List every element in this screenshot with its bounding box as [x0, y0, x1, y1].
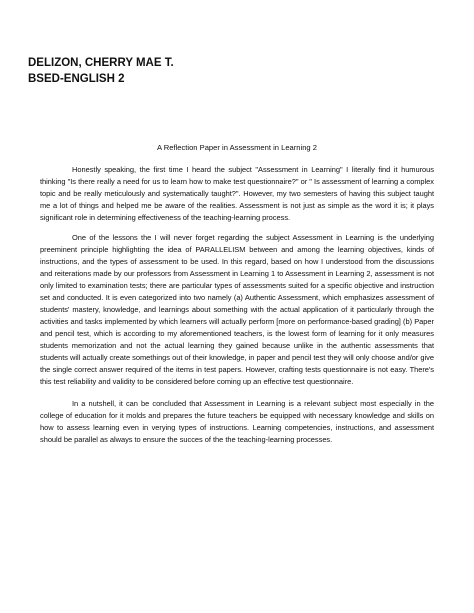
paragraph-introduction: Honestly speaking, the first time I heard the subject "Assessment in Learning" I literally find it humurous thinking "Is there really a need for us to learn how to make test questionnaire?" or " Is assessment of learning a complex topic and be really meticulously and systematically taught?". However, my two semesters of having this subject taught me a lot of things and helped me be aware of the realities. Assessment is not just as simple as the word it is; it plays significant role in determining effectiveness of the teaching-learning process. — [40, 165, 434, 222]
author-header — [28, 55, 174, 87]
paragraph-body: One of the lessons the I will never forget regarding the subject Assessment in Learning is the underlying preeminent principle highlighting the idea of PARALLELISM between and among the learning objectives, kinds of instructions, and the types of assessment to be used. In this regard, based on how I understood from the discussions and reiterations made by our professors from Assessment in Learning 1 to Assessment in Learning 2, assessment is not only limited to examination tests; there are particular types of assessments suited for a specific objective and instruction set and conducted. It is even categorized into two namely (a) Authentic Assessment, which emphasizes assessment of students' mastery, knowledge, and learnings about something with the actual application of it particularly through the activities and tasks implemented by which learners will actually perform [more on performance-based grading] (b) Paper and pencil test, which is according to my aforementioned teachers, is the lowest form of learning for it only measures students memorization and not the actual learning they gained because unlike in the authentic assessments that students will actually create somethings out of their knowledge, in paper and pencil test they will only choose and/or give the single correct answer required of the items in test papers. However, crafting tests questionnaire is not easy. There's this test reliability and validity to be considered before coming up an effective test questionnaire. — [40, 233, 434, 386]
paragraph-conclusion: In a nutshell, it can be concluded that Assessment in Learning is a relevant subject most especially in the college of education for it molds and prepares the future teachers be equipped with necessary knowledge and skills on how to assess learning even in verying types of instructions. Learning competencies, instructions, and assessment should be parallel as always to ensure the succes of the the teaching-learning processes. — [40, 399, 434, 444]
document-title: A Reflection Paper in Assessment in Learning 2 — [157, 143, 317, 152]
author-name: DELIZON, CHERRY MAE T. — [28, 57, 174, 69]
author-course: BSED-ENGLISH 2 — [28, 73, 125, 85]
